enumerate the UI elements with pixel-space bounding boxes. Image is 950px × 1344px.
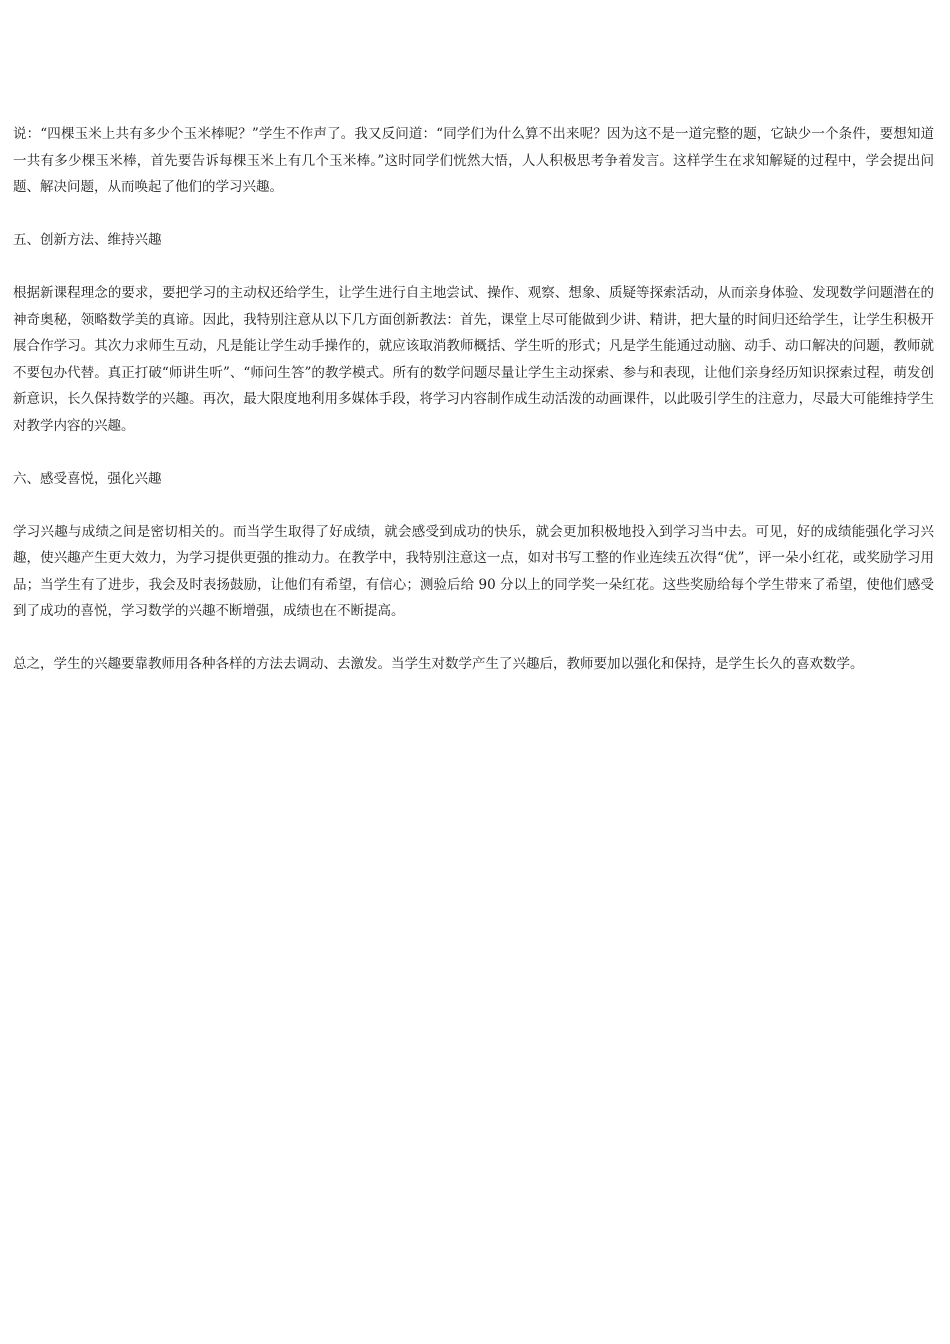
paragraph-intro: 说：“四棵玉米上共有多少个玉米棒呢？”学生不作声了。我又反问道：“同学们为什么算不出来呢？因为这不是一道完整的题，它缺少一个条件，要想知道一共有多少棵玉米棒，首先要告诉每棵玉米上有几个玉米棒。”这时同学们恍然大悟，人人积极思考争着发言。这样学生在求知解疑的过程中，学会提出问题、解决问题，从而唤起了他们的学习兴趣。 xyxy=(13,126,934,195)
document-body xyxy=(13,121,934,704)
section-heading-6: 六、感受喜悦，强化兴趣 xyxy=(13,470,162,487)
paragraph-section-5: 根据新课程理念的要求，要把学习的主动权还给学生，让学生进行自主地尝试、操作、观察、想象、质疑等探索活动，从而亲身体验、发现数学问题潜在的神奇奥秘，领略数学美的真谛。因此，我特别注意从以下几方面创新教法：首先，课堂上尽可能做到少讲、精讲，把大量的时间归还给学生，让学生积极开展合作学习。其次力求师生互动，凡是能让学生动手操作的，就应该取消教师概括、学生听的形式；凡是学生能通过动脑、动手、动口解决的问题，教师就不要包办代替。真正打破“师讲生听”、“师问生答”的教学模式。所有的数学问题尽量让学生主动探索、参与和表现，让他们亲身经历知识探索过程，萌发创新意识，长久保持数学的兴趣。再次，最大限度地利用多媒体手段，将学习内容制作成生动活泼的动画课件，以此吸引学生的注意力，尽最大可能维持学生对教学内容的兴趣。 xyxy=(13,285,934,434)
paragraph-conclusion: 总之，学生的兴趣要靠教师用各种各样的方法去调动、去激发。当学生对数学产生了兴趣后，教师要加以强化和保持，是学生长久的喜欢数学。 xyxy=(13,656,864,672)
section-heading-5: 五、创新方法、维持兴趣 xyxy=(13,232,162,248)
paragraph-section-6: 学习兴趣与成绩之间是密切相关的。而当学生取得了好成绩，就会感受到成功的快乐，就会更加积极地投入到学习当中去。可见，好的成绩能强化学习兴趣，使兴趣产生更大效力，为学习提供更强的推动力。在教学中，我特别注意这一点，如对书写工整的作业连续五次得“优”，评一朵小红花，或奖励学习用品；当学生有了进步，我会及时表扬鼓励，让他们有希望，有信心；测验后给 90 分以上的同学奖一朵红花。这些奖励给每个学生带来了希望，使他们感受到了成功的喜悦，学习数学的兴趣不断增强，成绩也在不断提高。 xyxy=(13,523,934,619)
